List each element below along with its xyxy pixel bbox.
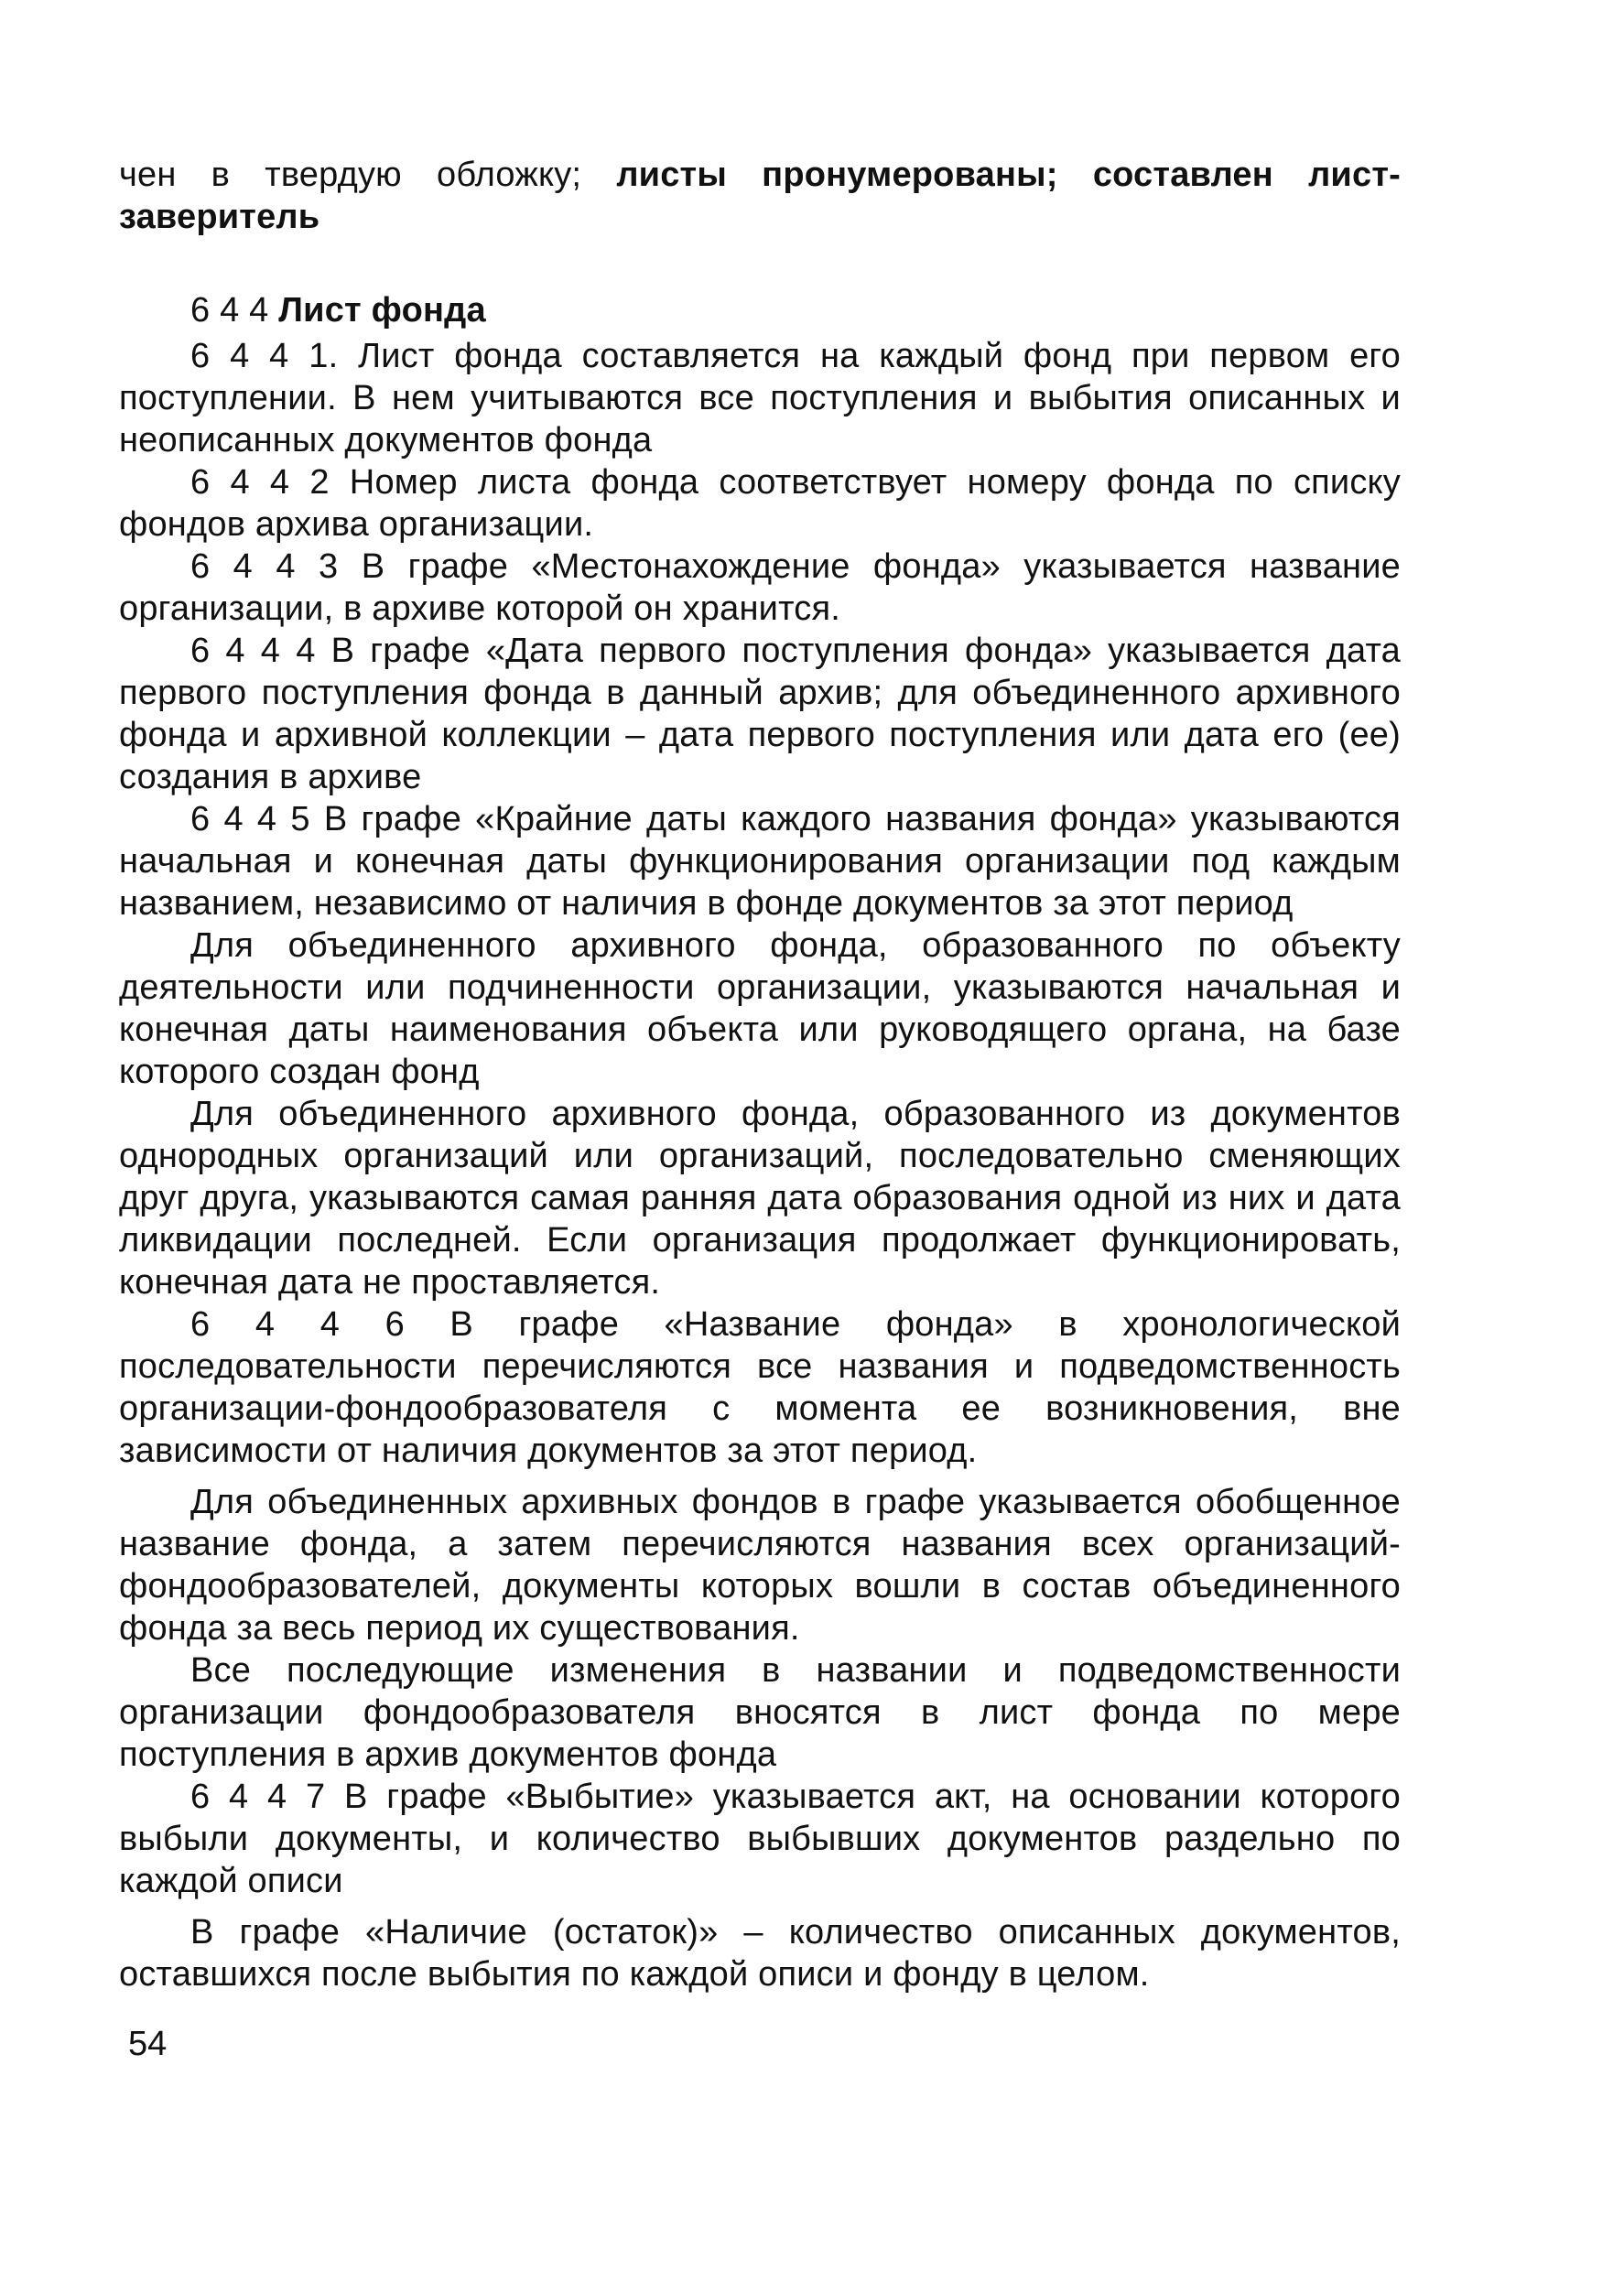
paragraph-6442: 6 4 4 2 Номер листа фонда соответствует номеру фонда по списку фондов архива организации. [119,463,1401,544]
body-text [119,154,1401,1995]
opening-plain-text: чен в твердую обложку; [119,156,617,194]
section-title: Лист фонда [278,291,486,330]
opening-line [119,154,1401,238]
paragraph-6444: 6 4 4 4 В графе «Дата первого поступления фонда» указывается дата первого поступления фонда в данный архив; для объединенного архивного фонда и архивной коллекции – дата первого поступления или дата его (ее) создания в архиве [119,632,1401,796]
section-heading [119,289,1401,331]
paragraph-6446: 6 4 4 6 В графе «Название фонда» в хронологической последовательности перечисляются все названия и подведомственность организации-фондообразователя с момента ее возникновения, вне зависимости от наличия документов за этот период. [119,1305,1401,1470]
paragraph-6447: 6 4 4 7 В графе «Выбытие» указывается акт, на основании которого выбыли документы, и количество выбывших документов раздельно по каждой описи [119,1778,1401,1900]
paragraph-6443: 6 4 4 3 В графе «Местонахождение фонда» указывается название организации, в архиве которой он хранится. [119,547,1401,628]
page-number: 54 [128,2025,168,2063]
paragraph-6441: 6 4 4 1. Лист фонда составляется на каждый фонд при первом его поступлении. В нем учитываются все поступления и выбытия описанных и неописанных документов фонда [119,337,1401,459]
paragraph-balance: В графе «Наличие (остаток)» – количество описанных документов, оставшихся после выбытия по каждой описи и фонду в целом. [119,1913,1401,1994]
paragraph-united-fund-object: Для объединенного архивного фонда, образованного по объекту деятельности или подчиненности организации, указываются начальная и конечная даты наименования объекта или руководящего органа, на базе которого создан фонд [119,926,1401,1091]
paragraph-6445: 6 4 4 5 В графе «Крайние даты каждого названия фонда» указываются начальная и конечная даты функционирования организации под каждым названием, независимо от наличия в фонде документов за этот период [119,800,1401,923]
paragraph-united-fund-homogeneous: Для объединенного архивного фонда, образованного из документов однородных организаций или организаций, последовательно сменяющих друг друга, указываются самая ранняя дата образования одной из них и дата ликвидации последней. Если организация продолжает функционировать, конечная дата не проставляется. [119,1095,1401,1302]
paragraph-united-fund-names: Для объединенных архивных фондов в графе указывается обобщенное название фонда, а затем перечисляются названия всех организаций-фондообразователей, документы которых вошли в состав объединенного фонда за весь период их существования. [119,1483,1401,1648]
paragraph-subsequent-changes: Все последующие изменения в названии и подведомственности организации фондообразователя вносятся в лист фонда по мере поступления в архив документов фонда [119,1651,1401,1774]
opening-bold-text: листы пронумерованы; составлен лист-заверитель [119,156,1401,236]
section-number: 6 4 4 [190,291,269,330]
